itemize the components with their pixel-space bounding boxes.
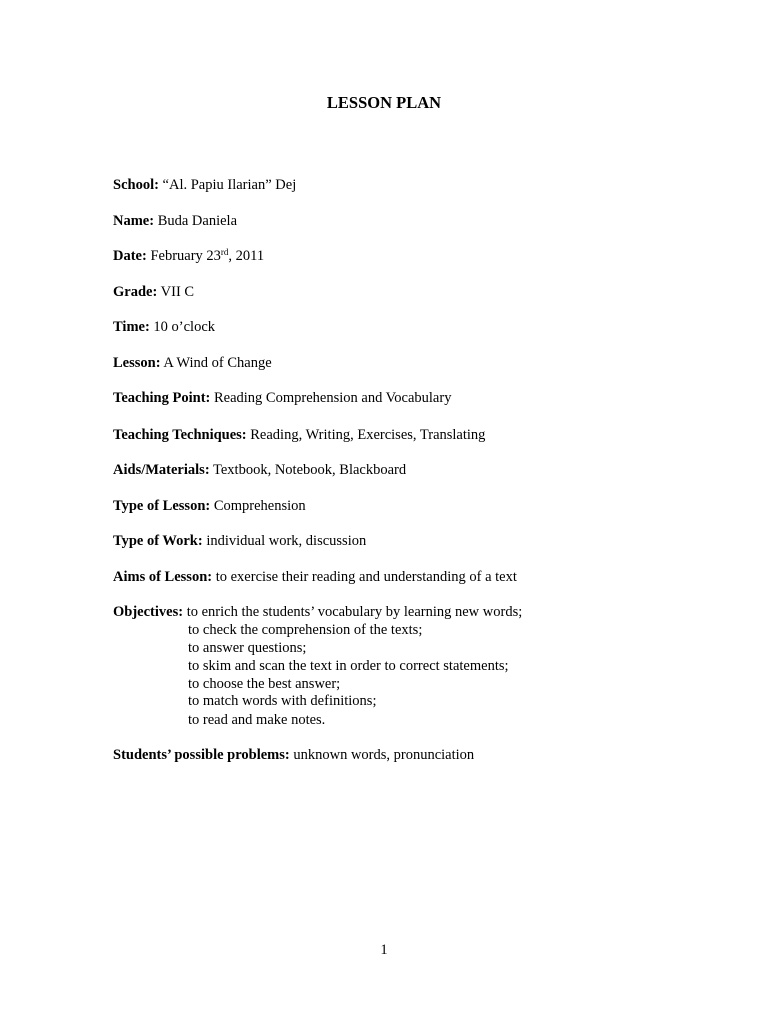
school-value: “Al. Papiu Ilarian” Dej (162, 177, 297, 193)
date-value-year: , 2011 (228, 248, 265, 264)
objective-item: to match words with definitions; (188, 693, 377, 709)
grade-label: Grade: (113, 284, 158, 300)
type-of-lesson-value: Comprehension (213, 498, 306, 514)
type-of-lesson-field (113, 497, 306, 515)
aids-materials-field (113, 461, 406, 479)
aims-of-lesson-field (113, 568, 517, 586)
objective-item: to check the comprehension of the texts; (188, 622, 423, 638)
objective-item: to read and make notes. (188, 712, 326, 728)
type-of-work-value: individual work, discussion (206, 533, 367, 549)
objective-item: to choose the best answer; (188, 676, 341, 692)
possible-problems-label: Students’ possible problems: (113, 747, 290, 763)
time-value: 10 o’clock (153, 319, 216, 335)
objective-item: to enrich the students’ vocabulary by learning new words; (186, 604, 523, 620)
school-label: School: (113, 177, 159, 193)
grade-value: VII C (160, 284, 195, 300)
objective-item: to answer questions; (188, 640, 307, 656)
objectives-label: Objectives: (113, 604, 184, 620)
teaching-point-label: Teaching Point: (113, 390, 211, 406)
aids-materials-value: Textbook, Notebook, Blackboard (213, 462, 407, 478)
date-value (150, 248, 264, 264)
name-value: Buda Daniela (157, 213, 238, 229)
name-label: Name: (113, 213, 155, 229)
name-field (113, 212, 237, 230)
lesson-label: Lesson: (113, 355, 161, 371)
type-of-lesson-label: Type of Lesson: (113, 498, 211, 514)
aids-materials-label: Aids/Materials: (113, 462, 210, 478)
school-field (113, 176, 296, 194)
aims-of-lesson-value: to exercise their reading and understanding of a text (215, 569, 517, 585)
page-number: 1 (380, 942, 388, 958)
grade-field (113, 283, 194, 301)
teaching-techniques-field (113, 426, 485, 444)
type-of-work-label: Type of Work: (113, 533, 203, 549)
aims-of-lesson-label: Aims of Lesson: (113, 569, 213, 585)
teaching-techniques-value: Reading, Writing, Exercises, Translating (250, 427, 486, 443)
page-title: LESSON PLAN (326, 93, 442, 112)
objectives-field (113, 603, 522, 621)
type-of-work-field (113, 532, 366, 550)
teaching-point-field (113, 389, 451, 407)
possible-problems-field (113, 746, 474, 764)
time-label: Time: (113, 319, 150, 335)
lesson-value: A Wind of Change (163, 355, 272, 371)
lesson-field (113, 354, 272, 372)
teaching-techniques-label: Teaching Techniques: (113, 427, 247, 443)
possible-problems-value: unknown words, pronunciation (293, 747, 475, 763)
date-ordinal-suffix: rd (220, 247, 229, 257)
date-field (113, 247, 264, 265)
time-field (113, 318, 215, 336)
teaching-point-value: Reading Comprehension and Vocabulary (213, 390, 452, 406)
date-label: Date: (113, 248, 147, 264)
date-value-main: February 23 (150, 248, 221, 264)
objective-item: to skim and scan the text in order to correct statements; (188, 658, 509, 674)
